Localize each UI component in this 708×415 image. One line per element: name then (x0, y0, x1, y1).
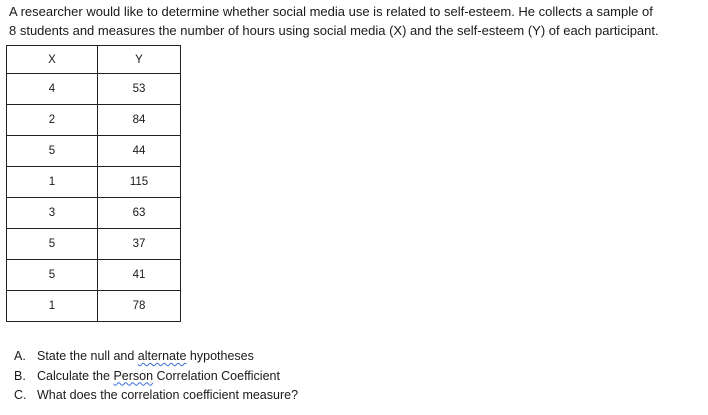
spellcheck-flagged-word[interactable]: alternate (137, 349, 187, 363)
cell-y: 63 (98, 198, 181, 229)
problem-statement (9, 2, 699, 40)
cell-x: 1 (7, 291, 98, 322)
cell-x: 5 (7, 260, 98, 291)
question-list (14, 347, 298, 406)
question-text: What does the correlation coefficient measure? (37, 388, 299, 402)
cell-y: 84 (98, 105, 181, 136)
spellcheck-flagged-word[interactable]: Person (113, 368, 154, 383)
cell-y: 53 (98, 74, 181, 105)
list-item (14, 347, 298, 367)
table-row (7, 291, 181, 322)
table-row (7, 105, 181, 136)
cell-y: 115 (98, 167, 181, 198)
table-row (7, 229, 181, 260)
question-text: Calculate the Person Correlation Coefficient (37, 368, 280, 383)
question-letter: A. (14, 349, 26, 363)
cell-y: 41 (98, 260, 181, 291)
cell-y: 78 (98, 291, 181, 322)
table-row (7, 74, 181, 105)
question-text: State the null and alternate hypotheses (37, 349, 254, 363)
question-letter: C. (14, 388, 27, 402)
table-row (7, 136, 181, 167)
cell-x: 1 (7, 167, 98, 198)
table-row (7, 167, 181, 198)
cell-x: 5 (7, 229, 98, 260)
cell-x: 2 (7, 105, 98, 136)
intro-line-1: A researcher would like to determine whether social media use is related to self-esteem. He collects a sample of (9, 4, 653, 19)
list-item (14, 367, 298, 387)
intro-line-2: 8 students and measures the number of hours using social media (X) and the self-esteem (Y) of each participant. (9, 23, 659, 38)
table-header-row (7, 46, 181, 74)
cell-y: 37 (98, 229, 181, 260)
table-row (7, 198, 181, 229)
list-item (14, 386, 298, 406)
cell-y: 44 (98, 136, 181, 167)
column-header-x: X (7, 46, 98, 74)
cell-x: 4 (7, 74, 98, 105)
cell-x: 5 (7, 136, 98, 167)
column-header-y: Y (98, 46, 181, 74)
cell-x: 3 (7, 198, 98, 229)
data-table (6, 45, 181, 322)
table-row (7, 260, 181, 291)
question-letter: B. (14, 368, 26, 383)
